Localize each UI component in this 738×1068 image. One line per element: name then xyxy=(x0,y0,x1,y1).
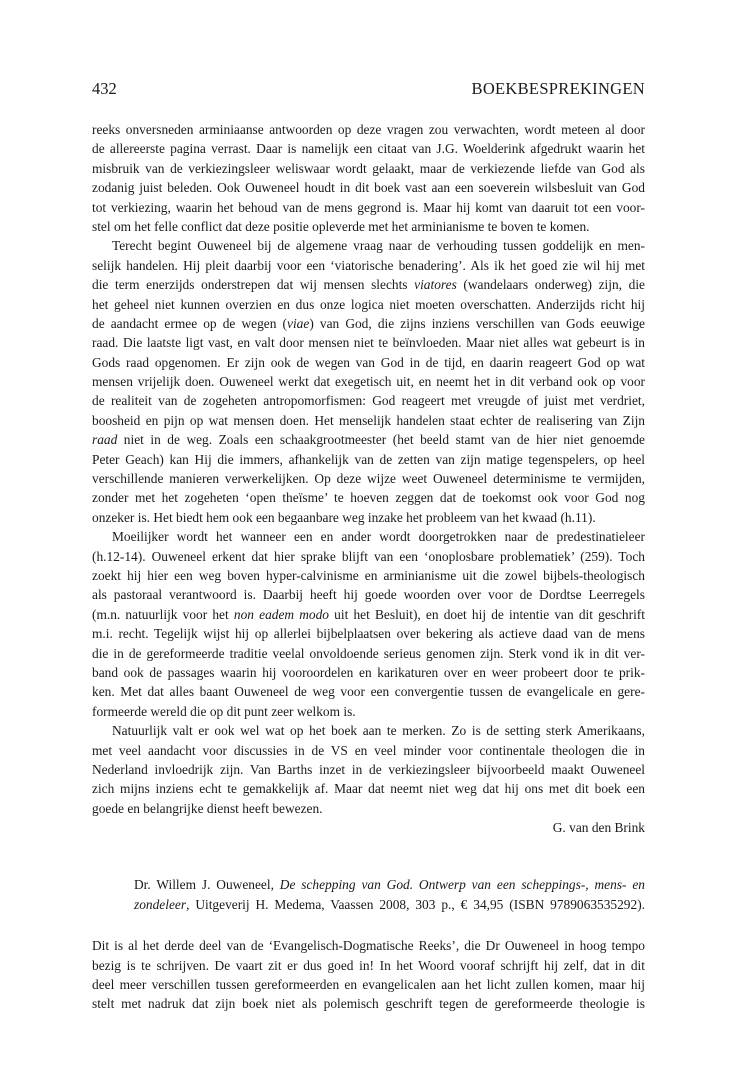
book-reference xyxy=(92,875,645,914)
text-line: stel om het felle conflict dat deze positie opleverde met het arminianisme te boven te komen. xyxy=(92,218,590,234)
text-line: ken. Met dat alles baant Ouweneel de weg voor een convergentie tussen de evangelicale en gere- xyxy=(92,684,645,700)
text-run: ) van God, die zijns inziens verschillen van Gods eeuwige xyxy=(309,315,646,331)
text-line: m.i. recht. Tegelijk wijst hij op allerlei bijbelplaatsen over bekering als actieve daad van de mens xyxy=(92,626,645,642)
text-run: niet in de weg. Zoals een schaakgrootmeester (het beeld stamt van de hier niet genoemde xyxy=(117,432,645,448)
text-line: die in de gereformeerde traditie veelal onvoldoende serieus genomen zijn. Sterk vond ik in dit ver- xyxy=(92,645,645,661)
text-line: zonder met het zogeheten ‘open theïsme’ te hoeven zeggen dat de toekomst ook voor God nog xyxy=(92,490,645,506)
text-line: (h.12-14). Ouweneel erkent dat hier sprake blijft van een ‘onoplosbare problematiek’ (259). Toch xyxy=(92,548,645,564)
text-line xyxy=(92,430,645,449)
text-line: raad. Die laatste ligt vast, en valt door mensen niet te beïnvloeden. Maar niet alles wat gebeurt is in xyxy=(92,335,645,351)
text-line: de realiteit van de zogeheten antropomorfismen: God reageert met vreugde of juist met verdriet, xyxy=(92,393,645,409)
text-line: zich mijns inziens echt te gemakkelijk af. Maar dat neemt niet weg dat hij ons met dit boek een xyxy=(92,781,645,797)
text-run: uit het Besluit), en doet hij de intentie van dit geschrift xyxy=(329,606,645,622)
text-run: (m.n. natuurlijk voor het xyxy=(92,606,234,622)
text-line: stelt met nadruk dat zijn boek niet als polemisch geschrift tegen de gereformeerde theologie is xyxy=(92,996,645,1012)
text-line xyxy=(134,895,645,914)
reference-title: zondeleer xyxy=(134,896,187,912)
text-run: (wandelaars onderweg) zijn, die xyxy=(456,277,645,293)
text-line xyxy=(92,314,645,333)
italic-term: non eadem modo xyxy=(233,606,330,622)
running-head xyxy=(92,78,645,100)
italic-term: raad xyxy=(92,432,118,448)
paragraph xyxy=(92,236,645,527)
text-line: verschillende manieren verwerkelijken. Op deze wijze weet Ouweneel determinisme te vermijden, xyxy=(92,471,645,487)
section-gap xyxy=(92,837,645,875)
page-number: 432 xyxy=(92,79,117,98)
text-line: zodanig juist beleden. Ook Ouweneel houdt in dit boek vast aan een soeverein wilsbesluit van God xyxy=(92,180,645,196)
reference-publication: , Uitgeverij H. Medema, Vaassen 2008, 303 p., € 34,95 (ISBN 9789063535292). xyxy=(186,896,645,912)
reference-title: De schepping van God. Ontwerp van een scheppings-, mens- en xyxy=(279,877,645,893)
text-line: met veel aandacht voor discussies in de VS en veel minder voor continentale theologen die in xyxy=(92,742,645,758)
reference-author: Dr. Willem J. Ouweneel, xyxy=(134,877,280,893)
section-gap xyxy=(92,914,645,936)
text-line: deel meer verschillen tussen gereformeerden en evangelicalen aan het licht zullen komen, maar hij xyxy=(92,977,645,993)
paragraph xyxy=(92,721,645,818)
italic-term: viae xyxy=(287,315,310,331)
text-run: die term enerzijds onderstrepen dat wij mensen slechts xyxy=(92,277,415,293)
text-line: selijk handelen. Hij pleit daarbij voor een ‘viatorische benadering’. Als ik het goed zie wil hij met xyxy=(92,257,645,273)
text-line: band ook de passages waarin hij vooroordelen en karikaturen over en weer probeert door te prik- xyxy=(92,664,645,680)
text-line: Peter Geach) kan Hij die immers, afhankelijk van de zetten van zijn matige tegenspelers, op heel xyxy=(92,451,645,467)
text-line: goede en belangrijke dienst heeft bewezen. xyxy=(92,800,323,816)
text-line: formeerde wereld die op dit punt zeer welkom is. xyxy=(92,703,356,719)
body-text xyxy=(92,120,645,1014)
text-line xyxy=(134,875,645,894)
paragraph xyxy=(92,120,645,236)
text-line: Gods raad opgenomen. Er zijn ook de wegen van God in de tijd, en daarin reageert God op wat xyxy=(92,354,645,370)
text-line: Moeilijker wordt het wanneer een en ander wordt doorgetrokken naar de predestinatieleer xyxy=(112,529,645,545)
text-line: tot verkiezing, waarin het behoud van de mens gegrond is. Maar hij komt van daaruit tot een voor- xyxy=(92,199,645,215)
text-line: zoekt hij hier een weg boven hyper-calvinisme en arminianisme uit die zowel bijbels-theologisch xyxy=(92,567,645,583)
italic-term: viatores xyxy=(414,277,457,293)
reviewer-signature: G. van den Brink xyxy=(552,820,645,836)
text-line: reeks onversneden arminiaanse antwoorden op deze vragen zou verwachten, wordt meteen al door xyxy=(92,122,645,137)
paragraph xyxy=(92,527,645,721)
text-line xyxy=(92,275,645,294)
running-title: BOEKBESPREKINGEN xyxy=(471,79,645,98)
text-line: het geheel niet kunnen overzien en dus onze logica niet moeten overschatten. Anderzijds richt hij xyxy=(92,296,645,312)
text-line: Natuurlijk valt er ook wel wat op het boek aan te merken. Zo is de setting sterk Amerikaans, xyxy=(112,723,645,739)
paragraph xyxy=(92,936,645,1014)
text-line: onzeker is. Het biedt hem ook een begaanbare weg inzake het probleem van het kwaad (h.11). xyxy=(92,509,596,525)
text-line: mensen vrijelijk doen. Ouweneel werkt dat exegetisch uit, en neemt het in dit verband ook op voor xyxy=(92,374,645,390)
text-line: Nederland invloedrijk zijn. Van Barths inzet in de verkiezingsleer bijvoorbeeld maakt Ouweneel xyxy=(92,761,645,777)
text-line: misbruik van de verkiezingsleer weliswaar wordt gelaakt, maar de verkiezende liefde van God als xyxy=(92,160,645,176)
text-line: bezig is te schrijven. De vaart zit er dus goed in! In het Woord vooraf schrijft hij zelf, dat in dit xyxy=(92,957,645,973)
text-line: Dit is al het derde deel van de ‘Evangelisch-Dogmatische Reeks’, die Dr Ouweneel in hoog tempo xyxy=(92,938,645,954)
text-line: Terecht begint Ouweneel bij de algemene vraag naar de verhouding tussen goddelijk en men- xyxy=(112,238,645,254)
text-line: als pastoraal verantwoord is. Daarbij heeft hij goede woorden over voor de Dordtse Leerregels xyxy=(92,587,645,603)
text-line xyxy=(92,605,645,624)
text-line: boosheid en pijn op wat mensen doen. Het menselijk handelen staat echter de realisering van Zijn xyxy=(92,412,645,428)
text-run: de aandacht ermee op de wegen ( xyxy=(92,315,287,331)
text-line: de allereerste pagina verrast. Daar is namelijk een citaat van J.G. Woelderink afgedrukt waarin het xyxy=(92,141,645,157)
